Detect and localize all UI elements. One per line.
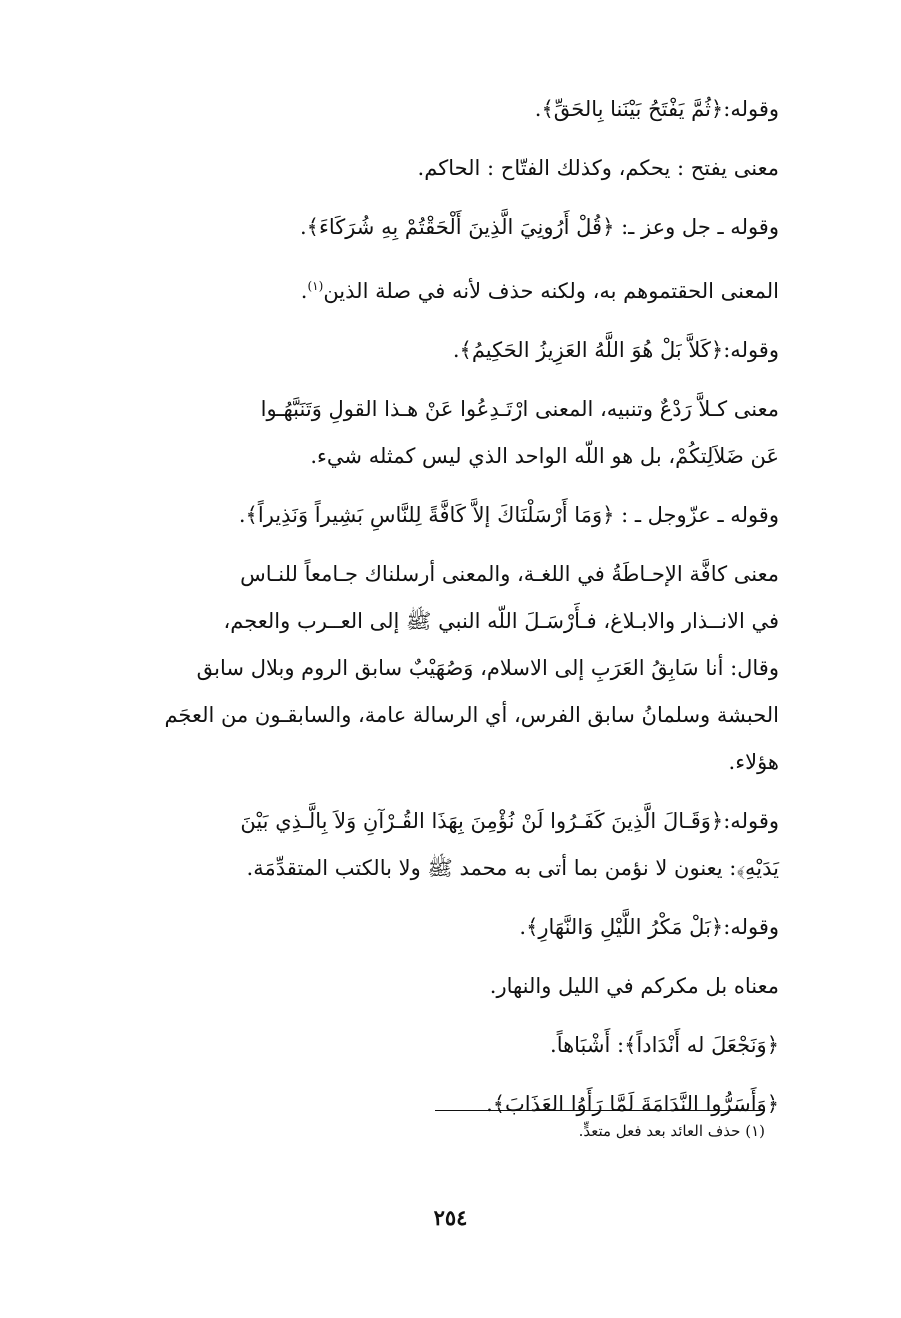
text-line: ﴿وَأَسَرُّوا النَّدَامَةَ لَمَّا رَأَوُا العَذَابَ﴾. [486, 1092, 779, 1116]
text-line: وقوله:﴿بَلْ مَكْرُ اللَّيْلِ وَالنَّهَارِ﴾. [519, 915, 779, 939]
text-line: وقوله:﴿ثُمَّ يَفْتَحُ بَيْنَنا بِالحَقِّ﴾. [534, 97, 779, 121]
footnote-ref: (١) [307, 279, 324, 293]
text-line: المعنى الحقتموهم به، ولكنه حذف لأنه في صلة الذين [323, 279, 779, 303]
text-line: ﴿وَنَجْعَلَ له أَنْدَاداً﴾: أَشْبَاهاً. [550, 1033, 779, 1057]
text-line: وقوله:﴿كَلاَّ بَلْ هُوَ اللَّهُ العَزِيزُ الحَكِيمُ﴾. [452, 338, 779, 362]
text-line: وقوله ـ جل وعز ـ: ﴿قُلْ أَرُونِيَ الَّذِينَ أَلْحَقْتُمْ بِهِ شُرَكَاءَ﴾. [299, 215, 779, 239]
paragraph-p1 [92, 86, 813, 133]
text-line: الحبشة وسلمانُ سابق الفرس، أي الرسالة عامة، والسابقـون من العجَم [164, 703, 779, 727]
text-line: معنى يفتح : يحكم، وكذلك الفتّاح : الحاكم. [417, 156, 779, 180]
main-text [92, 86, 813, 1140]
paragraph-p6 [92, 386, 813, 480]
text-line: معناه بل مكركم في الليل والنهار. [489, 974, 779, 998]
paragraph-p8 [92, 551, 813, 786]
footnote: (١) حذف العائد بعد فعل متعدٍّ. [578, 1122, 765, 1140]
text-line: يَدَيْهِ﴾: يعنون لا نؤمن بما أتى به محمد ﷺ ولا بالكتب المتقدِّمَة. [246, 856, 779, 880]
text-punctuation: . [300, 279, 308, 303]
text-line: في الانــذار والابـلاغ، فـأَرْسَـلَ اللّه النبي ﷺ إلى العــرب والعجم، [223, 609, 779, 633]
text-line: معنى كافَّة الإحـاطَةُ في اللغـة، والمعنى أرسلناك جـامعاً للنـاس [240, 562, 779, 586]
paragraph-p9 [92, 798, 813, 892]
paragraph-p2 [92, 145, 813, 192]
footnote-divider [435, 1110, 765, 1111]
paragraph-p5 [92, 327, 813, 374]
text-line: هؤلاء. [728, 750, 779, 774]
page-number: ٢٥٤ [433, 1205, 468, 1230]
text-line: عَن ضَلاَلِتكُمْ، بل هو اللّه الواحد الذي ليس كمثله شيء. [310, 444, 779, 468]
paragraph-p7 [92, 492, 813, 539]
paragraph-p13 [92, 1081, 813, 1128]
text-line: معنى كـلاَّ رَدْعٌ وتنبيه، المعنى ارْتَـدِعُوا عَنْ هـذا القولِ وَتَنَبَّهُـوا [260, 397, 779, 421]
paragraph-p11 [92, 963, 813, 1010]
paragraph-p12 [92, 1022, 813, 1069]
text-line: وقوله ـ عزّوجل ـ : ﴿وَمَا أَرْسَلْنَاكَ إلاَّ كَافَّةً لِلنَّاسِ بَشِيراً وَنَذِيراً﴾. [238, 503, 779, 527]
text-line: وقال: أنا سَابِقُ العَرَبِ إلى الاسلام، وَصُهَيْبٌ سابق الروم وبلال سابق [196, 656, 779, 680]
text-line: وقوله:﴿وَقَـالَ الَّذِينَ كَفَـرُوا لَنْ نُؤْمِنَ بِهَذَا القُـرْآنِ وَلاَ بِالَّـذِي بَيْنَ [240, 809, 779, 833]
paragraph-p10 [92, 904, 813, 951]
paragraph-p3 [92, 204, 813, 251]
paragraph-p4 [92, 263, 813, 315]
